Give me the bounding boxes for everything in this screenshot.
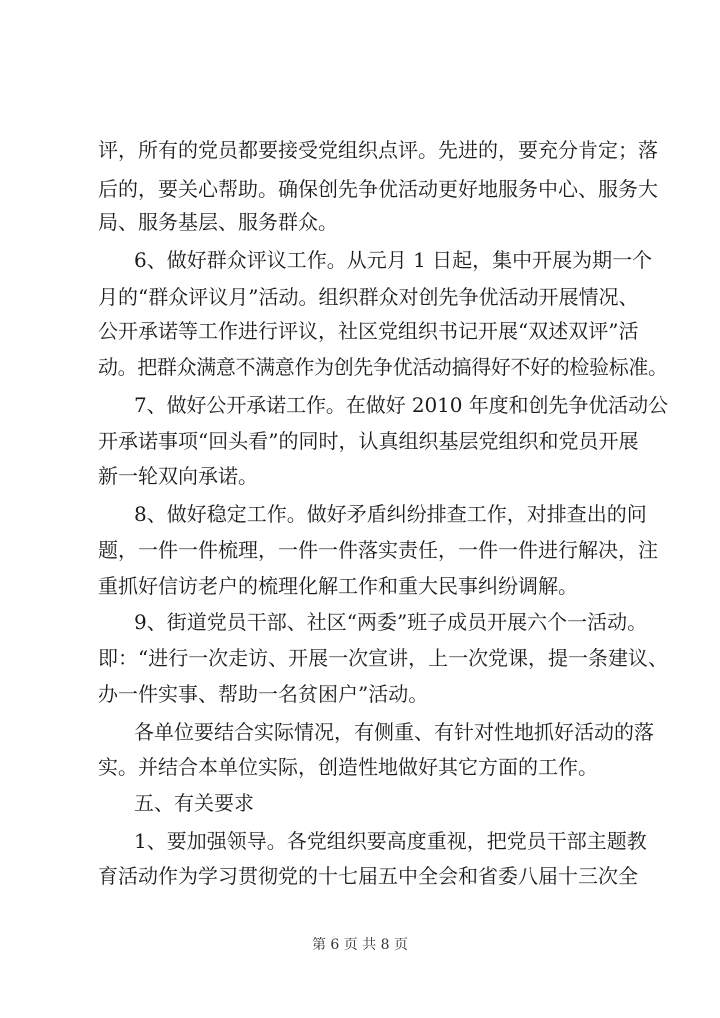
line-text: 重抓好信访老户的梳理化解工作和重大民事纠纷调解。 — [98, 574, 578, 598]
text-line — [0, 755, 720, 779]
text-line — [0, 285, 720, 309]
line-text: 即：“进行一次走访、开展一次宣讲，上一次党课，提一条建议、 — [98, 646, 668, 670]
line-text: 7、做好公开承诺工作。在做好 2010 年度和创先争优活动公 — [134, 393, 668, 417]
text-line — [0, 429, 720, 453]
line-text: 月的“群众评议月”活动。组织群众对创先争优活动开展情况、 — [98, 285, 639, 309]
line-text: 开承诺事项“回头看”的同时，认真组织基层党组织和党员开展 — [98, 429, 639, 453]
line-text: 实。并结合本单位实际，创造性地做好其它方面的工作。 — [98, 755, 598, 779]
page-number: 第 6 页 共 8 页 — [311, 937, 409, 953]
text-line — [0, 538, 720, 562]
text-line — [0, 829, 720, 853]
text-line — [0, 610, 720, 634]
text-line — [0, 864, 720, 888]
line-text: 9、街道党员干部、社区“两委”班子成员开展六个一活动。 — [134, 610, 648, 634]
line-text: 8、做好稳定工作。做好矛盾纠纷排查工作，对排查出的问 — [134, 502, 647, 526]
text-line — [0, 502, 720, 526]
line-text: 6、做好群众评议工作。从元月 1 日起，集中开展为期一个 — [134, 248, 653, 272]
text-line — [0, 248, 720, 272]
text-line — [0, 393, 720, 417]
text-line — [0, 319, 720, 343]
line-text: 后的，要关心帮助。确保创先争优活动更好地服务中心、服务大 — [98, 177, 658, 201]
line-text: 新一轮双向承诺。 — [98, 464, 258, 488]
section-heading — [0, 791, 720, 815]
line-text: 五、有关要求 — [134, 791, 254, 815]
line-text: 局、服务基层、服务群众。 — [98, 210, 338, 234]
line-text: 动。把群众满意不满意作为创先争优活动搞得好不好的检验标准。 — [98, 355, 668, 379]
text-line — [0, 574, 720, 598]
text-line — [0, 138, 720, 162]
line-text: 办一件实事、帮助一名贫困户”活动。 — [98, 682, 429, 706]
line-text: 公开承诺等工作进行评议，社区党组织书记开展“双述双评”活 — [98, 319, 639, 343]
line-text: 题，一件一件梳理，一件一件落实责任，一件一件进行解决，注 — [98, 538, 658, 562]
text-line — [0, 210, 720, 234]
text-line — [0, 720, 720, 744]
text-line — [0, 177, 720, 201]
line-text: 各单位要结合实际情况，有侧重、有针对性地抓好活动的落 — [134, 720, 654, 744]
text-line — [0, 646, 720, 670]
line-text: 育活动作为学习贯彻党的十七届五中全会和省委八届十三次全 — [98, 864, 638, 888]
text-line — [0, 464, 720, 488]
text-line — [0, 355, 720, 379]
line-text: 1、要加强领导。各党组织要高度重视，把党员干部主题教 — [134, 829, 647, 853]
text-line — [0, 682, 720, 706]
line-text: 评，所有的党员都要接受党组织点评。先进的，要充分肯定；落 — [98, 138, 658, 162]
